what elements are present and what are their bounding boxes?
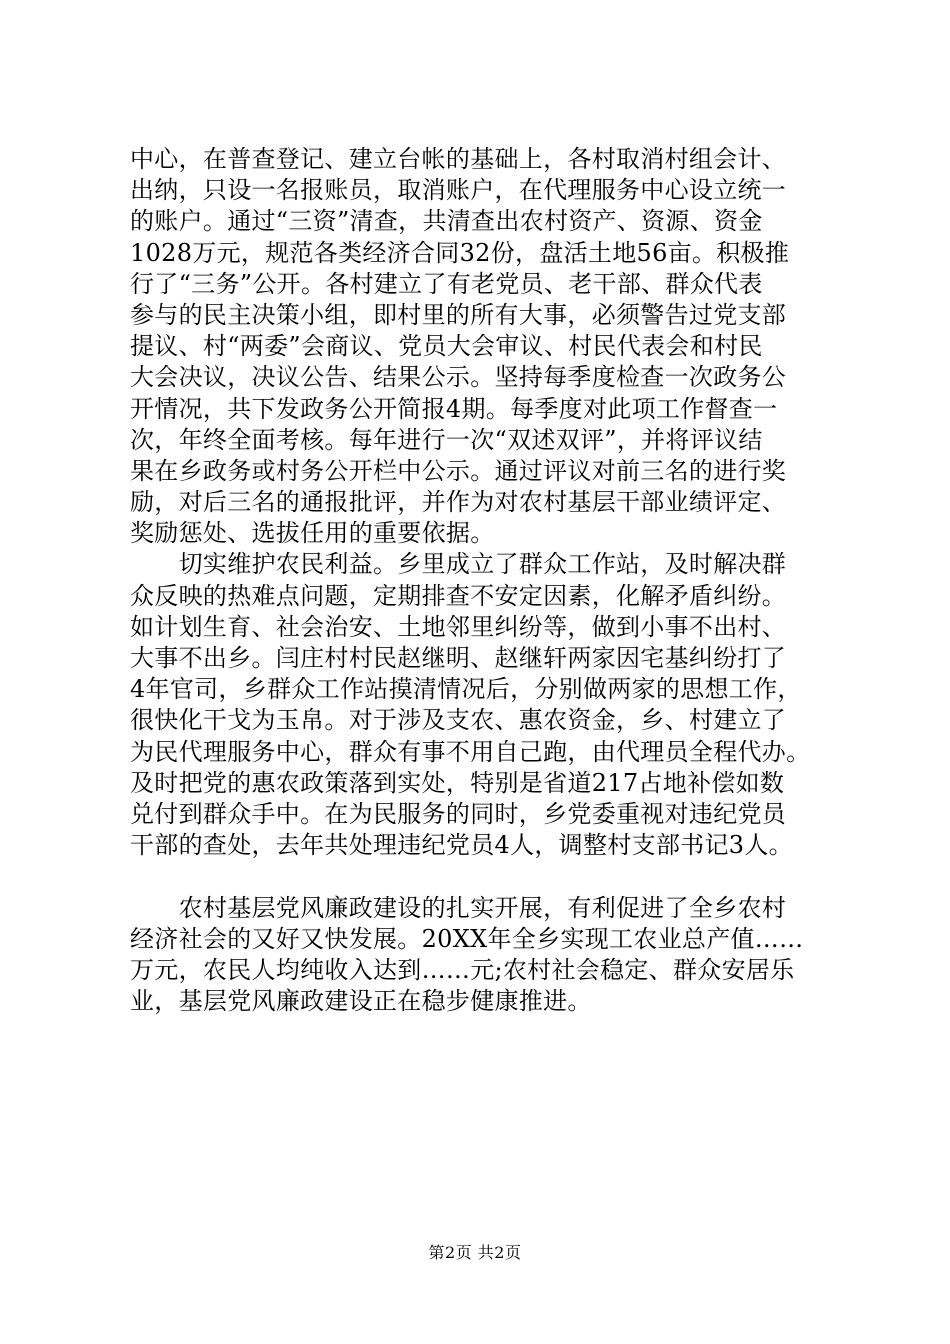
- text-line: 提议、村“两委”会商议、党员大会审议、村民代表会和村民: [130, 332, 763, 361]
- paragraph-block-1: [130, 144, 830, 861]
- text-line: 开情况，共下发政务公开简报4期。每季度对此项工作督查一: [130, 394, 778, 423]
- text-line: 奖励惩处、选拔任用的重要依据。: [130, 519, 495, 548]
- text-line: 次，年终全面考核。每年进行一次“双述双评”，并将评议结: [130, 425, 763, 454]
- text-line: 出纳，只设一名报账员，取消账户，在代理服务中心设立统一: [130, 176, 787, 205]
- text-line: 兑付到群众手中。在为民服务的同时，乡党委重视对违纪党员: [130, 799, 787, 828]
- text-line: 经济社会的又好又快发展。20XX年全乡实现工农业总产值……: [130, 924, 804, 953]
- text-line: 农村基层党风廉政建设的扎实开展，有利促进了全乡农村: [130, 893, 787, 922]
- text-line: 励，对后三名的通报批评，并作为对农村基层干部业绩评定、: [130, 488, 787, 517]
- text-line: 万元，农民人均纯收入达到……元;农村社会稳定、群众安居乐: [130, 955, 795, 984]
- text-line: 的账户。通过“三资”清查，共清查出农村资产、资源、资金: [130, 207, 763, 236]
- text-line: 如计划生育、社会治安、土地邻里纠纷等，做到小事不出村、: [130, 612, 787, 641]
- text-line: 切实维护农民利益。乡里成立了群众工作站，及时解决群: [130, 550, 787, 579]
- text-line: 参与的民主决策小组，即村里的所有大事，必须警告过党支部: [130, 300, 787, 329]
- text-line: 干部的查处，去年共处理违纪党员4人，调整村支部书记3人。: [130, 831, 793, 860]
- paragraph-spacer: [130, 861, 830, 892]
- text-line: 众反映的热难点问题，定期排查不安定因素，化解矛盾纠纷。: [130, 581, 787, 610]
- text-line: 很快化干戈为玉帛。对于涉及支农、惠农资金，乡、村建立了: [130, 706, 787, 735]
- text-line: 及时把党的惠农政策落到实处，特别是省道217占地补偿如数: [130, 768, 785, 797]
- text-line: 4年官司，乡群众工作站摸清情况后，分别做两家的思想工作，: [130, 675, 802, 704]
- text-line: 中心，在普查登记、建立台帐的基础上，各村取消村组会计、: [130, 145, 787, 173]
- text-line: 为民代理服务中心，群众有事不用自己跑，由代理员全程代办。: [130, 737, 811, 766]
- document-body: [130, 144, 830, 1017]
- text-line: 业，基层党风廉政建设正在稳步健康推进。: [130, 987, 592, 1016]
- text-line: 果在乡政务或村务公开栏中公示。通过评议对前三名的进行奖: [130, 456, 787, 485]
- text-line: 大事不出乡。闫庄村村民赵继明、赵继轩两家因宅基纠纷打了: [130, 644, 787, 672]
- text-line: 1028万元，规范各类经济合同32份，盘活土地56亩。积极推: [130, 238, 790, 267]
- paragraph-block-2: [130, 893, 830, 1018]
- text-line: 行了“三务”公开。各村建立了有老党员、老干部、群众代表: [130, 269, 763, 298]
- page-footer: 第2页 共2页: [428, 1243, 522, 1262]
- text-line: 大会决议，决议公告、结果公示。坚持每季度检查一次政务公: [130, 363, 787, 392]
